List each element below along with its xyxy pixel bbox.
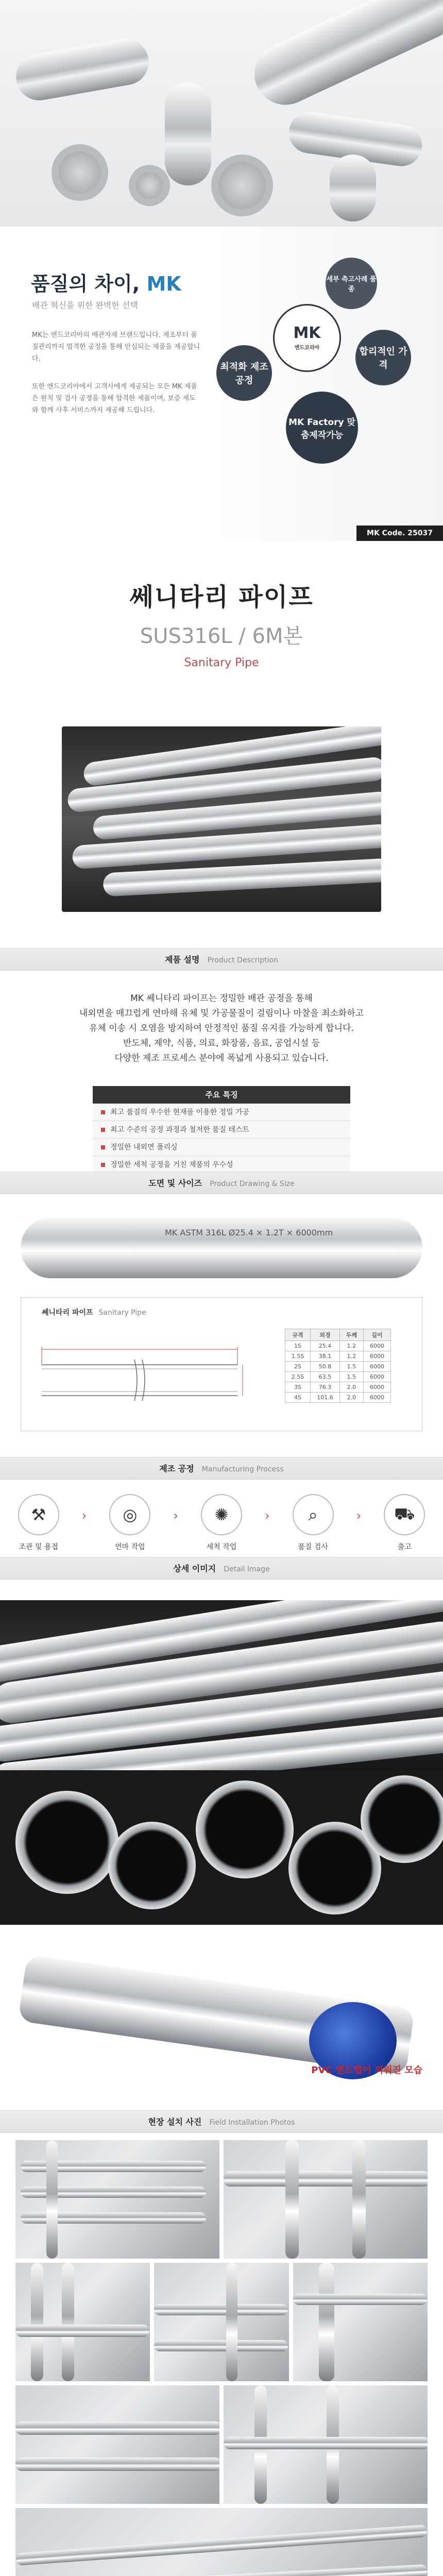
table-header-cell: 외경 (311, 1329, 340, 1341)
hero-ferrule (129, 165, 170, 206)
section-title: 현장 설치 사진 (148, 2117, 202, 2127)
photo-row (15, 2263, 428, 2381)
table-row (285, 1362, 390, 1372)
process-step (293, 1494, 334, 1552)
feature-item (93, 1139, 350, 1156)
pipe-run (31, 2263, 43, 2381)
pipe-marking-text: MK ASTM 316L Ø25.4 × 1.2T × 6000mm (165, 1228, 333, 1238)
feature-text: 최고 품질의 우수한 현재를 이용한 정밀 가공 (110, 1108, 250, 1117)
detail-photo-bundle (0, 1600, 443, 1770)
table-row (285, 1382, 390, 1393)
hero-clamp (211, 155, 273, 216)
pipes-bundle-photo (62, 726, 381, 912)
install-photo (224, 2385, 428, 2504)
technical-drawing (21, 1297, 422, 1431)
table-header-cell: 두께 (339, 1329, 363, 1341)
table-cell: 6000 (364, 1382, 391, 1393)
table-row (285, 1372, 390, 1382)
feature-item (93, 1104, 350, 1121)
pipe-spec-bar (21, 1217, 422, 1278)
photo-row (15, 2385, 428, 2504)
install-photo (293, 2263, 428, 2381)
spec-table (285, 1329, 391, 1403)
section-header-process (0, 1457, 443, 1480)
end-cap-caption: PVC 엔드캡이 끼워진 모습 (311, 2065, 422, 2076)
badge-process-text: 최적화 제조공정 (220, 362, 268, 386)
inspection-icon: ⌕ (293, 1494, 334, 1535)
table-header-cell: 규격 (285, 1329, 310, 1341)
section-title: 상세 이미지 (173, 1564, 216, 1573)
table-row (285, 1351, 390, 1362)
badge-factory (286, 392, 358, 464)
section-title-en: Field Installation Photos (209, 2119, 295, 2127)
table-cell: 1.5S (285, 1351, 310, 1362)
hero-pipe (12, 35, 152, 104)
install-photo (224, 2140, 428, 2259)
hero-pipe (244, 0, 443, 115)
section-header-description (0, 948, 443, 971)
pipe-run (15, 2524, 428, 2566)
photo-row (15, 2140, 428, 2259)
table-cell: 6000 (364, 1372, 391, 1382)
product-code-tag: MK Code. 25037 (356, 526, 443, 541)
process-step-label: 출고 (397, 1543, 412, 1551)
product-english-name: Sanitary Pipe (184, 656, 259, 669)
hero-pipe (165, 82, 211, 185)
badge-small-text: 세부 측고사례 품종 (326, 276, 377, 293)
section-title: 제조 공정 (159, 1464, 194, 1473)
pipe-run (15, 2325, 149, 2337)
welding-icon: ⚒ (18, 1494, 59, 1535)
intro-paragraph: MK는 엔드코리아의 배관자재 브랜드입니다. 제조부터 품질관리까지 엄격한 공정을 통해 안심되는 제품을 제공합니다. (32, 331, 200, 363)
pipe-end (361, 1775, 443, 1863)
install-photo (15, 2263, 150, 2381)
badge-price-text: 합리적인 가격 (359, 346, 407, 370)
pipe-run (15, 2421, 219, 2435)
pipe-run (15, 2564, 428, 2576)
description-text (36, 991, 407, 1065)
badge-price (355, 330, 411, 385)
table-cell: 2.0 (339, 1393, 363, 1403)
section-title-en: Product Drawing & Size (210, 1180, 295, 1188)
table-cell: 1.2 (339, 1351, 363, 1362)
table-cell: 1.2 (339, 1341, 363, 1351)
drawing-label (42, 1307, 146, 1317)
section-header-drawing (0, 1172, 443, 1194)
detail-photo-pipe-ends (0, 1770, 443, 1925)
features-title: 주요 특징 (93, 1086, 350, 1104)
process-step-label: 세척 작업 (206, 1543, 237, 1551)
hero-ferrule (52, 144, 108, 201)
feature-text: 최고 수준의 공정 과정과 철저한 품질 테스트 (110, 1126, 250, 1134)
intro-subline: 배관 혁신을 위한 완벽한 선택 (32, 300, 138, 310)
pipe-drawing-svg (31, 1318, 253, 1432)
break-mark (134, 1360, 145, 1401)
process-step-label: 연마 작업 (115, 1543, 145, 1551)
table-cell: 38.1 (311, 1351, 340, 1362)
brand-intro (0, 227, 443, 541)
description-line: 내외면을 매끄럽게 연마해 유체 및 가공물질이 걸림이나 마찰을 최소화하고 (79, 1008, 364, 1019)
pipe-run (62, 2263, 74, 2381)
bullet-icon (101, 1110, 105, 1114)
shipping-icon: ⛟ (384, 1494, 425, 1535)
pipe-run (15, 2458, 219, 2471)
table-cell: 6000 (364, 1393, 391, 1403)
table-cell: 6000 (364, 1341, 391, 1351)
pipe-end (15, 1791, 118, 1894)
process-steps (0, 1480, 443, 1557)
arrow-right-icon: › (356, 1509, 362, 1523)
process-step (109, 1494, 150, 1552)
description-line: MK 쎄니타리 파이프는 정밀한 배관 공정을 통해 (130, 993, 313, 1004)
polishing-icon: ◎ (109, 1494, 150, 1535)
table-cell: 76.3 (311, 1382, 340, 1393)
install-photo (15, 2140, 219, 2259)
pipe-run (154, 2340, 288, 2351)
pipe-run (154, 2304, 288, 2315)
photo-row (15, 2508, 428, 2576)
feature-text: 정밀한 세척 공정을 거친 제품의 우수성 (110, 1161, 233, 1170)
bullet-icon (101, 1145, 105, 1149)
table-cell: 6000 (364, 1351, 391, 1362)
table-cell: 1S (285, 1341, 310, 1351)
table-cell: 4S (285, 1393, 310, 1403)
pipe-run (319, 2263, 334, 2381)
table-cell: 3S (285, 1382, 310, 1393)
headline-brand: MK (146, 273, 181, 295)
table-cell: 50.8 (311, 1362, 340, 1372)
description-line: 반도체, 제약, 식품, 의료, 화장품, 음료, 공업시설 등 (123, 1038, 320, 1048)
process-step (18, 1494, 59, 1552)
pipe-run (224, 2171, 428, 2187)
mk-logo-badge (273, 304, 341, 372)
table-row (285, 1341, 390, 1351)
feature-text: 정밀한 내외면 폴리싱 (110, 1143, 178, 1152)
table-cell: 25.4 (311, 1341, 340, 1351)
table-cell: 2.0 (339, 1382, 363, 1393)
bullet-icon (101, 1163, 105, 1167)
feature-item (93, 1121, 350, 1139)
table-row (285, 1393, 390, 1403)
pipe-run (352, 2140, 366, 2259)
pipe-run (293, 2294, 427, 2305)
table-cell: 63.5 (311, 1372, 340, 1382)
arrow-right-icon: › (173, 1509, 178, 1523)
section-header-detail (0, 1557, 443, 1580)
description-line: 유체 이송 시 오염을 방지하여 안정적인 품질 유지를 가능하게 합니다. (89, 1023, 354, 1033)
section-title-en: Product Description (207, 956, 278, 964)
hero-fittings-photo (0, 0, 443, 227)
pipe-run (46, 2140, 58, 2259)
arrow-right-icon: › (81, 1509, 87, 1523)
pipe-run (224, 2437, 428, 2449)
detail-photo-end-cap (0, 1925, 443, 2084)
table-header-cell: 길이 (364, 1329, 391, 1341)
washing-icon: ✺ (201, 1494, 242, 1535)
hero-pipe (330, 155, 376, 222)
pipe-end (108, 1822, 196, 1909)
section-title-en: Manufacturing Process (201, 1465, 284, 1473)
process-step (384, 1494, 425, 1552)
table-cell: 1.5 (339, 1362, 363, 1372)
process-step-label: 품질 검사 (298, 1543, 328, 1551)
drawing-section (0, 1194, 443, 1457)
product-spec: SUS316L / 6M본 (140, 624, 303, 648)
features-list (93, 1086, 350, 1174)
process-step-label: 조관 및 용접 (19, 1543, 59, 1551)
badge-small (326, 258, 377, 309)
table-cell: 2.5S (285, 1372, 310, 1382)
install-photo-grid (0, 2133, 443, 2576)
badge-factory-text: MK Factory 맞춤제작가능 (288, 417, 355, 440)
mk-logo: MK (293, 324, 321, 342)
product-title: 쎄니타리 파이프 (129, 583, 314, 612)
table-cell: 1.5 (339, 1372, 363, 1382)
process-step (201, 1494, 242, 1552)
install-photo (154, 2263, 288, 2381)
headline-text: 품질의 차이, (31, 273, 140, 295)
install-photo (15, 2385, 219, 2504)
table-cell: 101.6 (311, 1393, 340, 1403)
install-photo (15, 2508, 428, 2576)
section-title: 도면 및 사이즈 (148, 1178, 202, 1188)
description-line: 다양한 제조 프로세스 분야에 폭넓게 사용되고 있습니다. (114, 1053, 329, 1063)
bullet-icon (101, 1128, 105, 1132)
product-description (0, 971, 443, 1172)
intro-headline (31, 268, 181, 296)
drawing-label-en: Sanitary Pipe (98, 1309, 146, 1317)
arrow-right-icon: › (265, 1509, 270, 1523)
spec-table-header (285, 1329, 390, 1341)
table-cell: 2S (285, 1362, 310, 1372)
pipe-run (226, 2263, 237, 2381)
mk-logo-sub: 엔드코리아 (294, 345, 320, 351)
drawing-label-ko: 쎄니타리 파이프 (42, 1309, 93, 1317)
table-cell: 6000 (364, 1362, 391, 1372)
intro-paragraph: 또한 엔드코리아에서 고객사에게 제공되는 모든 MK 제품은 원칙 및 검사 공정을 통해 합격한 제품이며, 보증 제도와 함께 사후 서비스까지 제공해 드립니다. (32, 383, 197, 414)
section-title: 제품 설명 (165, 955, 200, 964)
badge-process (216, 345, 272, 401)
pipe-end (196, 1781, 294, 1878)
section-header-install (0, 2110, 443, 2133)
section-title-en: Detail Image (224, 1565, 270, 1573)
pipe-run (285, 2140, 299, 2259)
